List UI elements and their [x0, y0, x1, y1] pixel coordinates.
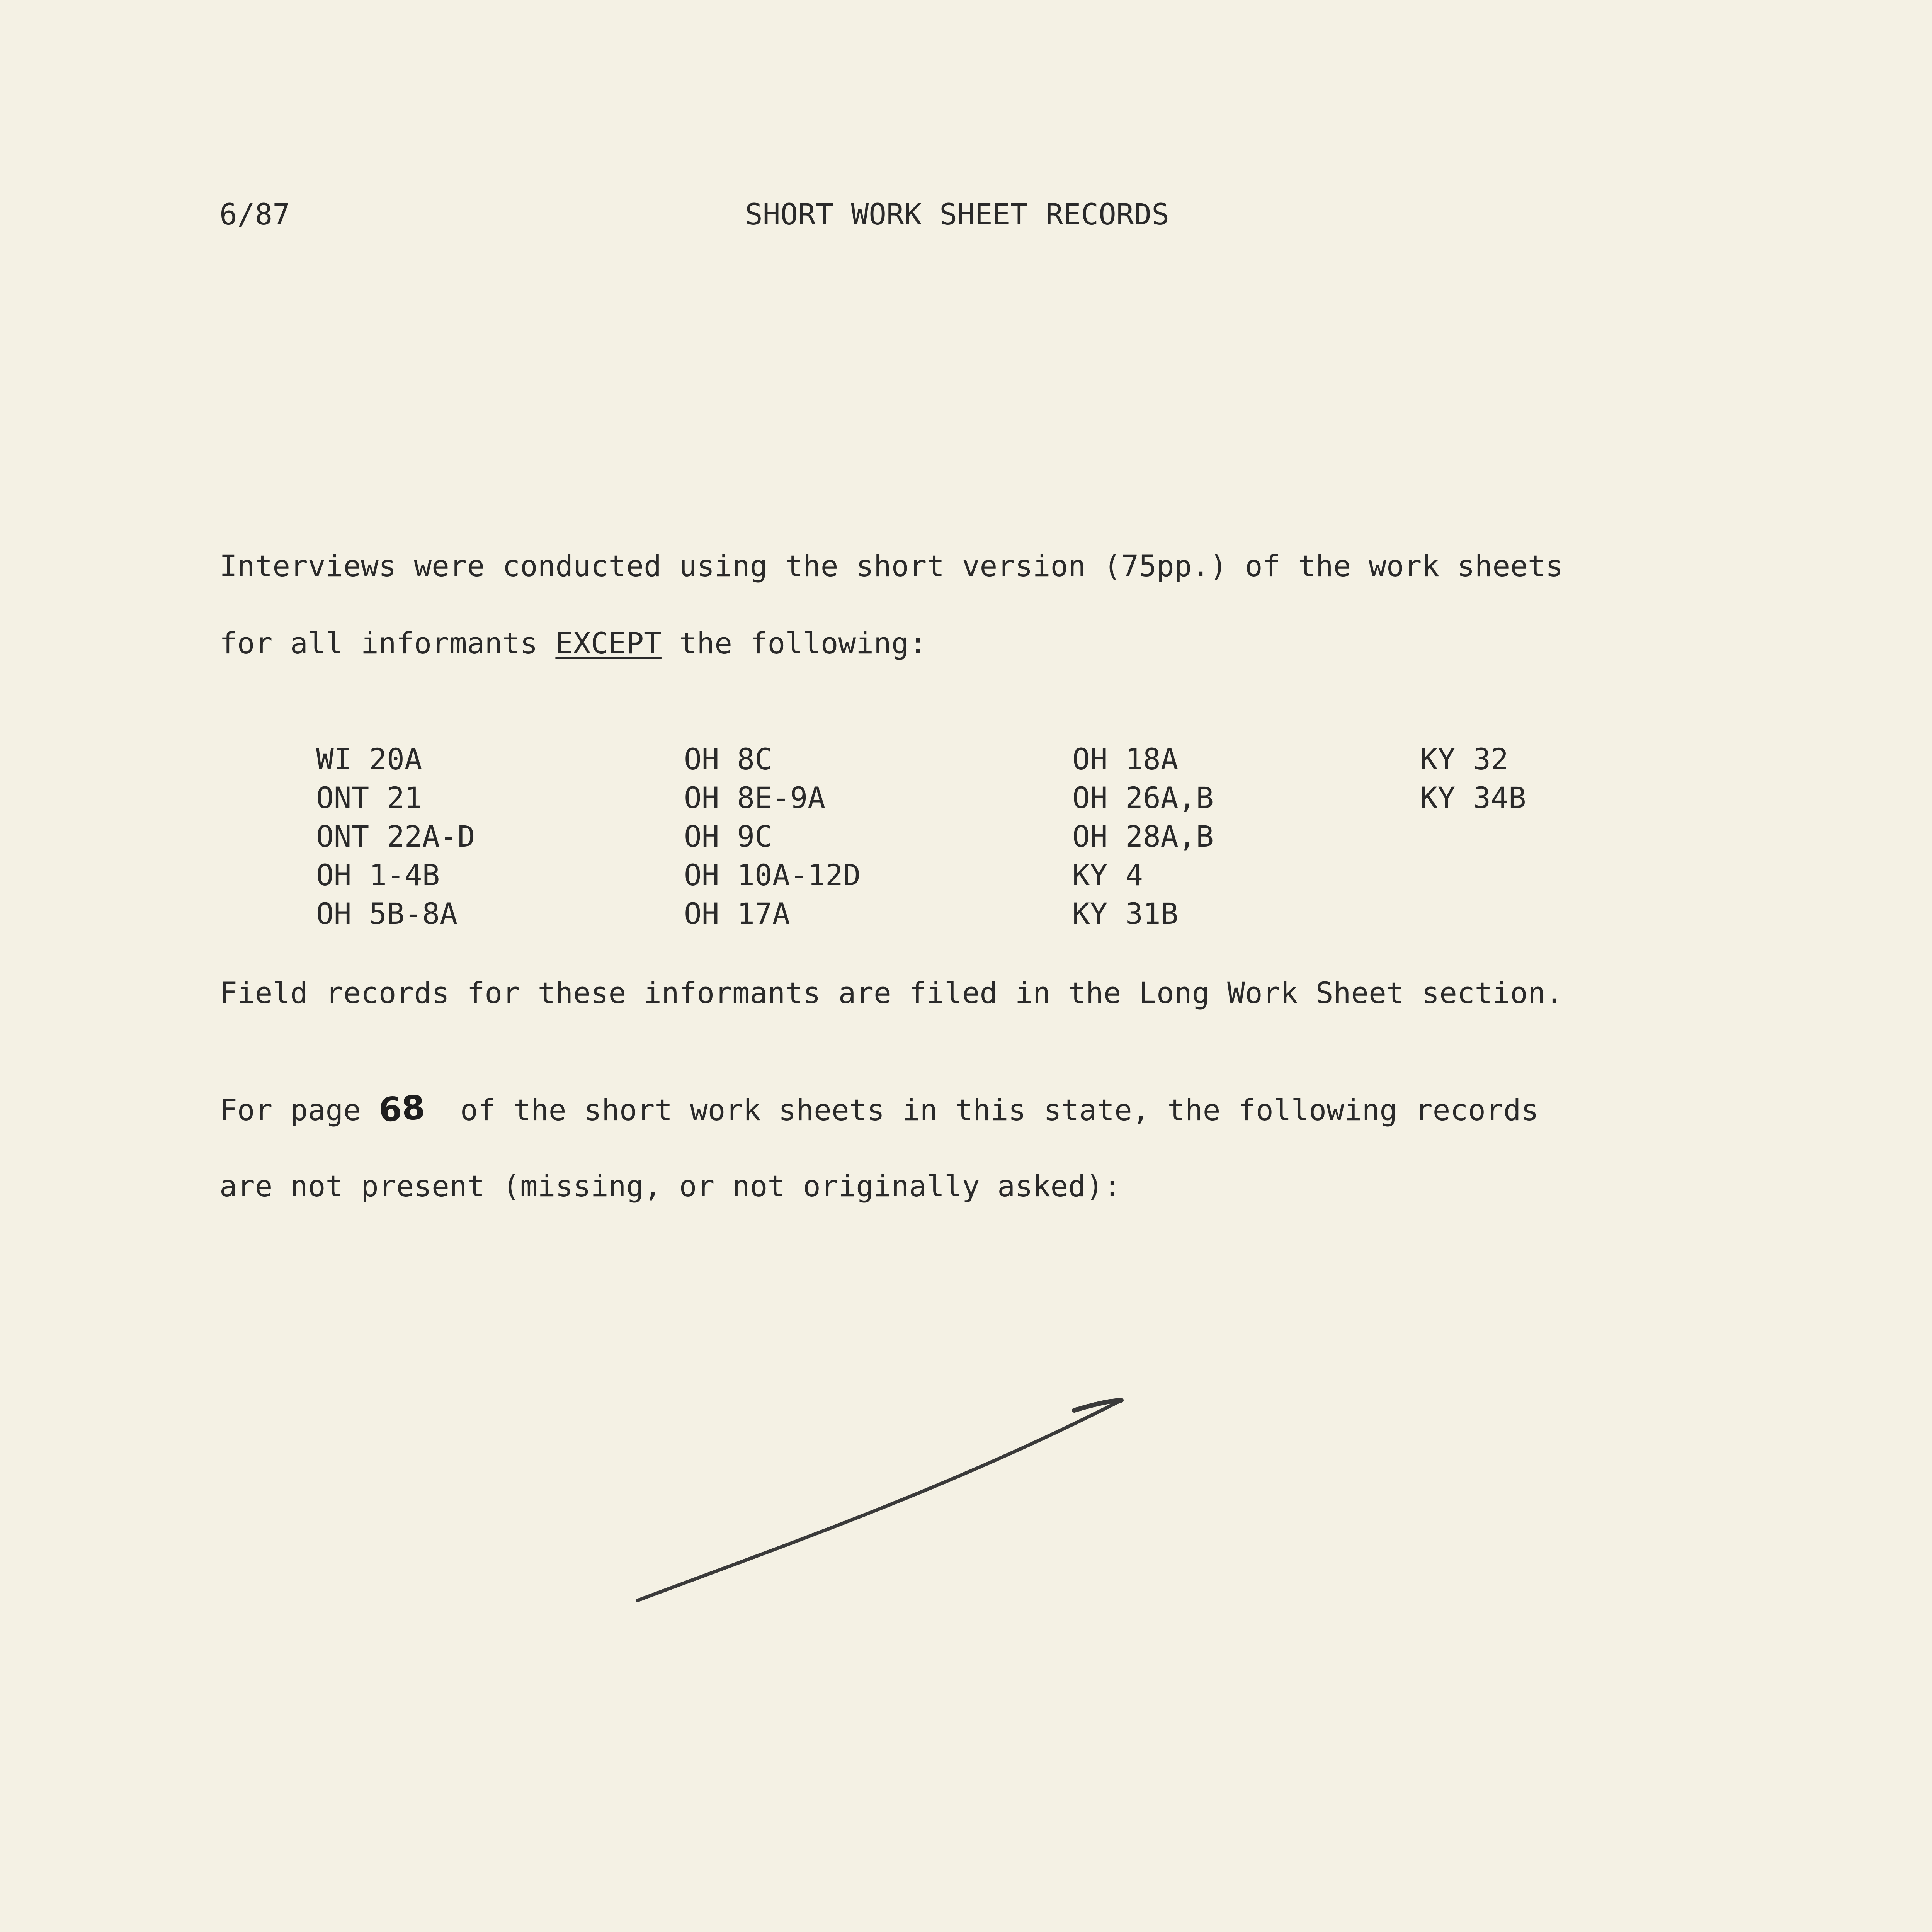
handwritten-page-number: 68: [377, 1088, 426, 1130]
exception-item: KY 4: [1072, 858, 1143, 892]
exception-item: OH 1-4B: [316, 858, 440, 892]
exception-item: WI 20A: [316, 742, 422, 776]
exception-item: OH 18A: [1072, 742, 1179, 776]
exception-item: OH 8C: [684, 742, 772, 776]
exception-item: KY 32: [1420, 742, 1509, 776]
exception-item: ONT 22A-D: [316, 819, 475, 854]
exception-item: OH 8E-9A: [684, 781, 826, 815]
exception-item: KY 31B: [1072, 896, 1179, 931]
exception-item: OH 9C: [684, 819, 772, 854]
exception-item: OH 17A: [684, 896, 790, 931]
exception-item: ONT 21: [316, 781, 422, 815]
exception-item: OH 5B-8A: [316, 896, 458, 931]
document-date: 6/87: [219, 197, 291, 231]
exception-item: KY 34B: [1420, 781, 1526, 815]
exception-item: OH 26A,B: [1072, 781, 1214, 815]
missing-prefix: For page: [219, 1093, 379, 1127]
exception-item: OH 10A-12D: [684, 858, 861, 892]
except-emphasis: EXCEPT: [555, 626, 662, 660]
missing-suffix: of the short work sheets in this state, the following records: [460, 1093, 1539, 1127]
document-title: SHORT WORK SHEET RECORDS: [745, 197, 1170, 231]
exception-item: OH 28A,B: [1072, 819, 1214, 854]
long-work-sheet-note: Field records for these informants are filed in the Long Work Sheet section.: [219, 976, 1563, 1010]
missing-records-line-2: are not present (missing, or not originally asked):: [219, 1169, 1121, 1203]
intro-line-2-prefix: for all informants: [219, 626, 556, 660]
intro-line-2-suffix: the following:: [661, 626, 927, 660]
intro-line-1: Interviews were conducted using the short version (75pp.) of the work sheets: [219, 549, 1563, 583]
